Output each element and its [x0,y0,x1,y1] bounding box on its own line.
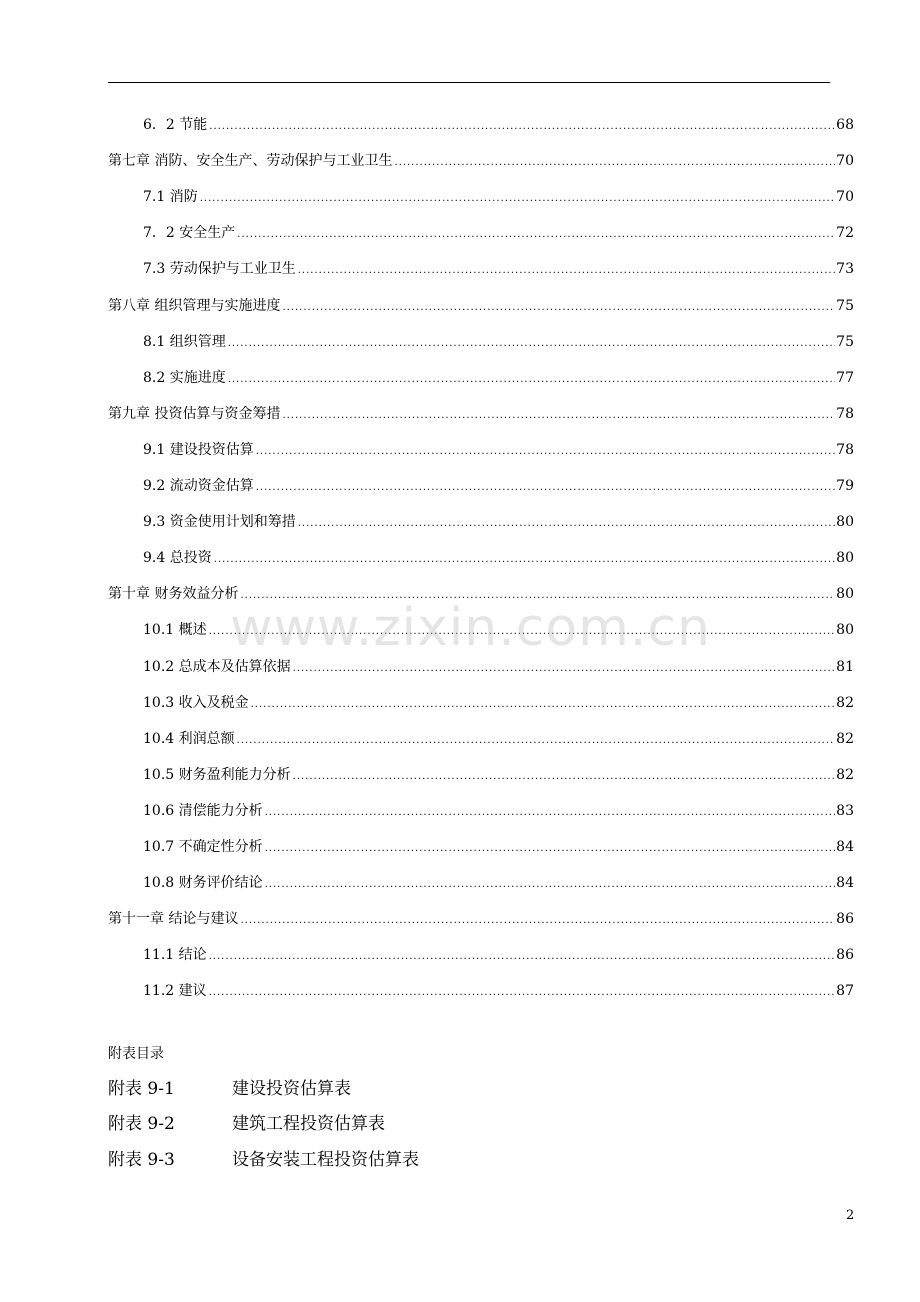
watermark: www.zixin.com.cn [230,598,711,658]
appendix-heading: 附表目录 [108,1046,164,1062]
toc-entry[interactable] [108,907,854,931]
toc-leader-dots [240,909,835,933]
header-rule [108,82,830,83]
appendix-name: 设备安装工程投资估算表 [232,1150,419,1170]
toc-entry-title: 10.1 概述 [143,622,207,639]
toc-entry[interactable] [143,185,854,209]
appendix-code: 附表 9-3 [108,1150,175,1170]
toc-entry[interactable] [143,330,854,354]
toc-entry-page: 80 [836,622,854,639]
toc-entry-title: 10.2 总成本及估算依据 [143,658,291,675]
toc-entry-title: 第十章 财务效益分析 [108,586,239,603]
toc-entry-title: 7.3 劳动保护与工业卫生 [143,261,296,278]
toc-entry-title: 11.2 建议 [143,983,207,1000]
toc-entry[interactable] [143,799,854,823]
toc-entry-page: 86 [836,911,854,928]
toc-entry-page: 81 [836,658,854,675]
toc-entry-page: 72 [836,225,854,242]
toc-entry[interactable] [108,402,854,426]
toc-entry-page: 84 [836,839,854,855]
toc-entry-title: 9.2 流动资金估算 [143,478,254,494]
toc-entry-page: 75 [836,297,854,314]
page-number: 2 [846,1208,855,1223]
toc-entry-page: 86 [836,947,854,964]
toc-entry-page: 80 [836,586,854,603]
toc-entry-title: 11.1 结论 [143,947,207,964]
toc-entry-page: 73 [836,261,854,278]
toc-entry-title: 9.4 总投资 [143,550,212,567]
toc-entry-title: 9.3 资金使用计划和筹措 [143,514,296,531]
toc-leader-dots [214,548,835,572]
toc-entry[interactable] [143,655,854,679]
toc-entry-title: 6．2 节能 [143,117,208,133]
toc-entry-page: 82 [836,730,854,747]
toc-entry-page: 84 [836,875,854,892]
toc-leader-dots [209,981,836,1005]
appendix-code: 附表 9-1 [108,1079,175,1099]
toc-entry[interactable] [143,510,854,534]
toc-entry-title: 10.3 收入及税金 [143,694,249,711]
toc-leader-dots [282,296,835,320]
toc-entry-page: 70 [836,153,854,170]
toc-leader-dots [200,187,835,211]
toc-leader-dots [209,945,836,969]
toc-leader-dots [298,512,835,536]
toc-entry-title: 10.5 财务盈利能力分析 [143,766,291,783]
toc-leader-dots [265,837,836,861]
toc-leader-dots [265,801,836,825]
toc-entry[interactable] [143,221,854,245]
toc-entry[interactable] [143,835,854,859]
appendix-name: 建设投资估算表 [232,1079,351,1099]
toc-entry[interactable] [143,727,854,751]
toc-entry-title: 9.1 建设投资估算 [143,441,254,458]
toc-entry-title: 10.6 清偿能力分析 [143,802,263,819]
toc-entry-page: 70 [836,189,854,206]
toc-entry-title: 8.1 组织管理 [143,333,226,350]
toc-leader-dots [251,693,836,717]
toc-entry-title: 第九章 投资估算与资金筹措 [108,405,281,422]
toc-entry-page: 78 [836,405,854,422]
toc-entry-title: 10.8 财务评价结论 [143,875,263,892]
toc-entry-page: 80 [836,514,854,531]
toc-entry-page: 78 [836,441,854,458]
toc-entry[interactable] [143,257,854,281]
toc-entry[interactable] [143,546,854,570]
toc-entry[interactable] [143,979,854,1003]
toc-leader-dots [228,368,835,392]
toc-leader-dots [298,259,835,283]
toc-leader-dots [256,476,835,500]
toc-entry-title: 8.2 实施进度 [143,369,226,386]
toc-entry[interactable] [143,691,854,715]
toc-entry[interactable] [143,366,854,390]
toc-entry-title: 第七章 消防、安全生产、劳动保护与工业卫生 [108,153,393,170]
toc-entry-page: 75 [836,333,854,350]
toc-entry[interactable] [108,149,854,173]
toc-leader-dots [209,115,835,139]
toc-entry-page: 80 [836,550,854,567]
toc-leader-dots [282,404,835,428]
toc-entry-title: 10.4 利润总额 [143,730,235,747]
toc-entry[interactable] [143,943,854,967]
toc-entry-page: 68 [836,117,854,133]
toc-entry-title: 第八章 组织管理与实施进度 [108,297,281,314]
toc-entry-page: 82 [836,766,854,783]
toc-entry-title: 7．2 安全生产 [143,225,236,242]
toc-leader-dots [394,151,835,175]
toc-entry-title: 第十一章 结论与建议 [108,911,239,928]
appendix-name: 建筑工程投资估算表 [232,1114,385,1134]
toc-entry-title: 7.1 消防 [143,189,198,206]
toc-entry[interactable] [143,871,854,895]
toc-leader-dots [237,729,836,753]
toc-entry[interactable] [143,763,854,787]
toc-entry-title: 10.7 不确定性分析 [143,839,263,855]
toc-entry[interactable] [143,474,854,498]
toc-leader-dots [293,765,836,789]
toc-entry-page: 77 [836,369,854,386]
toc-leader-dots [256,440,835,464]
toc-entry[interactable] [143,113,854,137]
toc-leader-dots [265,873,836,897]
toc-entry-page: 83 [836,802,854,819]
toc-leader-dots [237,223,835,247]
appendix-code: 附表 9-2 [108,1114,175,1134]
toc-entry-page: 79 [836,478,854,494]
toc-entry[interactable] [143,438,854,462]
toc-entry[interactable] [108,294,854,318]
toc-leader-dots [228,332,835,356]
toc-entry-page: 82 [836,694,854,711]
toc-entry-page: 87 [836,983,854,1000]
toc-leader-dots [293,657,836,681]
